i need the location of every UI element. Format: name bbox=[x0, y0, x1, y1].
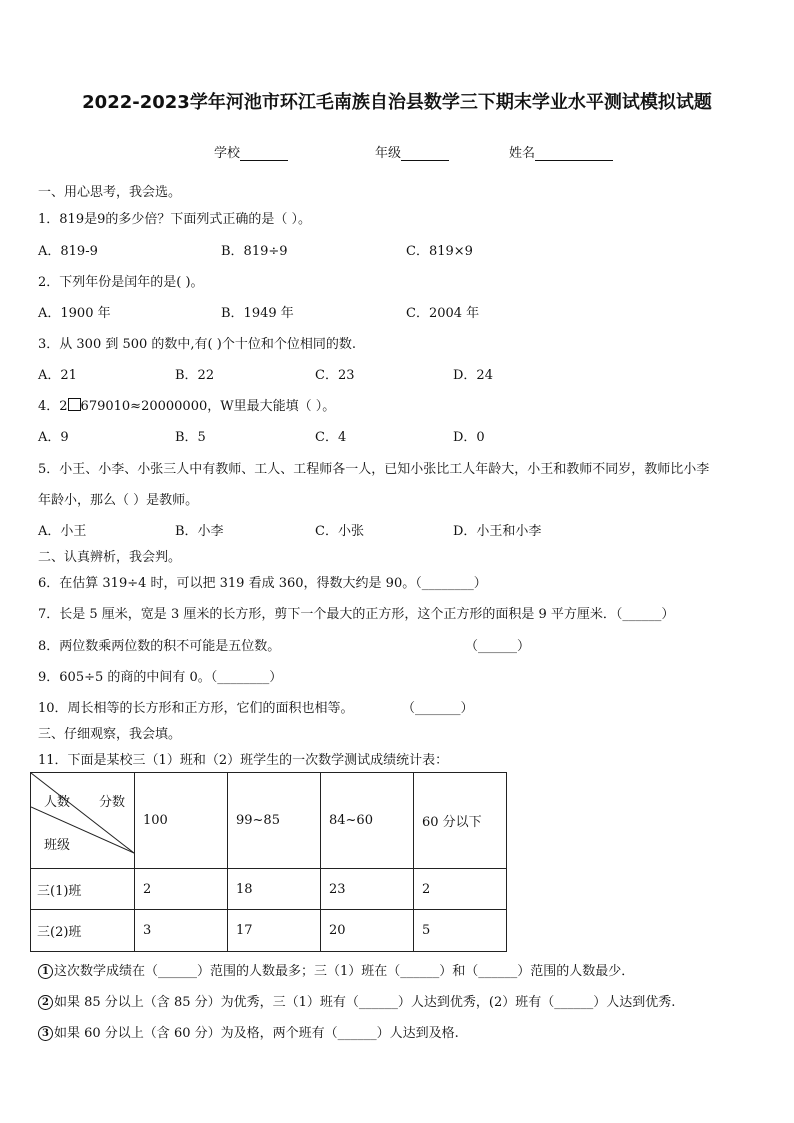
circled-number-icon: 3 bbox=[38, 1026, 53, 1041]
name-field[interactable] bbox=[509, 142, 613, 161]
question-4 bbox=[38, 395, 335, 414]
q11-sub2-text: 如果 85 分以上（含 85 分）为优秀，三（1）班有（______）人达到优秀，(2）班有（______）人达到优秀. bbox=[54, 995, 676, 1010]
circled-number-icon: 1 bbox=[38, 964, 53, 979]
q3-option-b[interactable]: B．22 bbox=[175, 368, 215, 383]
column-header: 99~85 bbox=[228, 773, 321, 869]
row-label: 三(2)班 bbox=[31, 910, 135, 952]
q3-option-d[interactable]: D．24 bbox=[453, 368, 493, 383]
question-8: 8．两位数乘两位数的积不可能是五位数。 bbox=[38, 639, 281, 654]
section-1-heading: 一、用心思考，我会选。 bbox=[38, 185, 182, 200]
diagonal-header-cell bbox=[31, 773, 135, 869]
question-5-line-2: 年龄小，那么（ ）是教师。 bbox=[38, 493, 199, 508]
grade-blank[interactable] bbox=[401, 146, 449, 161]
circled-number-icon: 2 bbox=[38, 995, 53, 1010]
question-2: 2．下列年份是闰年的是( )。 bbox=[38, 275, 204, 290]
q2-option-b[interactable]: B．1949 年 bbox=[221, 306, 294, 321]
q3-option-a[interactable]: A．21 bbox=[38, 368, 77, 383]
score-stats-table bbox=[30, 772, 507, 952]
header-class-label: 班级 bbox=[44, 838, 71, 853]
q11-subquestion-1 bbox=[38, 960, 634, 979]
question-10: 10．周长相等的长方形和正方形，它们的面积也相等。 bbox=[38, 701, 354, 716]
q4-option-a[interactable]: A．9 bbox=[38, 430, 69, 445]
section-2-heading: 二、认真辨析，我会判。 bbox=[38, 550, 182, 565]
table-header-row bbox=[31, 773, 507, 869]
q4-option-c[interactable]: C．4 bbox=[315, 430, 347, 445]
column-header: 60 分以下 bbox=[414, 773, 507, 869]
q5-option-b[interactable]: B．小李 bbox=[175, 524, 224, 539]
table-row bbox=[31, 869, 507, 910]
q4-prefix: 4．2 bbox=[38, 399, 68, 414]
table-cell: 2 bbox=[414, 869, 507, 910]
name-label: 姓名 bbox=[509, 146, 536, 161]
q1-option-c[interactable]: C．819×9 bbox=[406, 244, 473, 259]
q11-sub3-text: 如果 60 分以上（含 60 分）为及格，两个班有（______）人达到及格. bbox=[54, 1026, 459, 1041]
q1-option-b[interactable]: B．819÷9 bbox=[221, 244, 288, 259]
header-count-label: 人数 bbox=[44, 795, 71, 810]
table-row bbox=[31, 910, 507, 952]
q2-option-c[interactable]: C．2004 年 bbox=[406, 306, 480, 321]
q1-option-a[interactable]: A．819-9 bbox=[38, 244, 98, 259]
q4-digit-box[interactable] bbox=[68, 398, 81, 411]
grade-label: 年级 bbox=[375, 146, 402, 161]
q4-option-d[interactable]: D．0 bbox=[453, 430, 485, 445]
question-11: 11．下面是某校三（1）班和（2）班学生的一次数学测试成绩统计表： bbox=[38, 753, 449, 768]
table-cell: 18 bbox=[228, 869, 321, 910]
table-cell: 3 bbox=[135, 910, 228, 952]
table-cell: 5 bbox=[414, 910, 507, 952]
table-cell: 23 bbox=[321, 869, 414, 910]
q4-option-b[interactable]: B．5 bbox=[175, 430, 206, 445]
column-header: 84~60 bbox=[321, 773, 414, 869]
row-label: 三(1)班 bbox=[31, 869, 135, 910]
table-cell: 17 bbox=[228, 910, 321, 952]
q5-option-c[interactable]: C．小张 bbox=[315, 524, 364, 539]
q3-option-c[interactable]: C．23 bbox=[315, 368, 355, 383]
question-6: 6．在估算 319÷4 时，可以把 319 看成 360，得数大约是 90。（________） bbox=[38, 576, 487, 591]
question-3: 3．从 300 到 500 的数中,有( )个十位和个位相同的数. bbox=[38, 337, 356, 352]
column-header: 100 bbox=[135, 773, 228, 869]
exam-title: 2022-2023学年河池市环江毛南族自治县数学三下期末学业水平测试模拟试题 bbox=[82, 92, 712, 113]
question-7: 7．长是 5 厘米，宽是 3 厘米的长方形，剪下一个最大的正方形，这个正方形的面积是 9 平方厘米．（______） bbox=[38, 607, 675, 622]
school-label: 学校 bbox=[214, 146, 241, 161]
section-3-heading: 三、仔细观察，我会填。 bbox=[38, 727, 182, 742]
question-1: 1．819是9的多少倍？下面列式正确的是（ ）。 bbox=[38, 212, 311, 227]
q11-sub1-text: 这次数学成绩在（______）范围的人数最多；三（1）班在（______）和（______）范围的人数最少． bbox=[54, 964, 635, 979]
q8-answer-blank[interactable]: （______） bbox=[465, 639, 531, 654]
q10-answer-blank[interactable]: （_______） bbox=[402, 701, 474, 716]
q5-option-a[interactable]: A．小王 bbox=[38, 524, 87, 539]
question-5-line-1: 5．小王、小李、小张三人中有教师、工人、工程师各一人，已知小张比工人年龄大，小王和教师不同岁，教师比小李 bbox=[38, 462, 710, 477]
q4-suffix: 679010≈20000000，W里最大能填（ ）。 bbox=[80, 399, 336, 414]
q5-option-d[interactable]: D．小王和小李 bbox=[453, 524, 542, 539]
school-field[interactable] bbox=[214, 142, 288, 161]
name-blank[interactable] bbox=[535, 146, 613, 161]
table-cell: 20 bbox=[321, 910, 414, 952]
q11-subquestion-3 bbox=[38, 1022, 459, 1041]
table-cell: 2 bbox=[135, 869, 228, 910]
question-9: 9．605÷5 的商的中间有 0。（________） bbox=[38, 670, 283, 685]
school-blank[interactable] bbox=[240, 146, 288, 161]
grade-field[interactable] bbox=[375, 142, 449, 161]
header-score-label: 分数 bbox=[99, 795, 126, 810]
q2-option-a[interactable]: A．1900 年 bbox=[38, 306, 111, 321]
q11-subquestion-2 bbox=[38, 991, 675, 1010]
